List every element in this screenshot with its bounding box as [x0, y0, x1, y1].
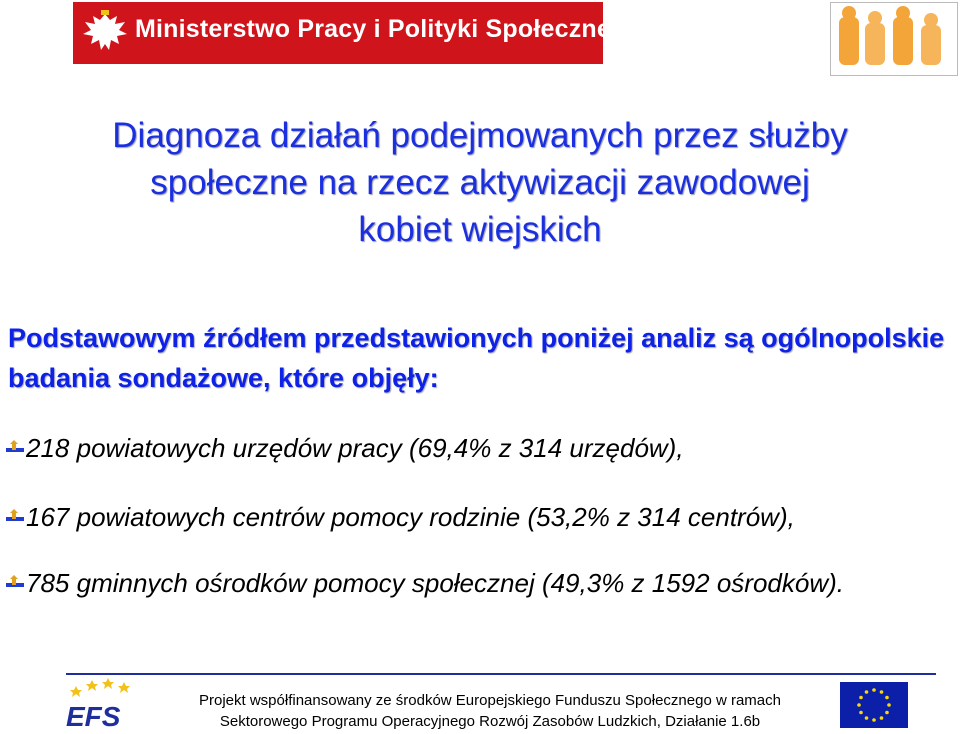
list-item	[6, 501, 946, 534]
eu-star	[885, 711, 889, 715]
page-title	[0, 112, 960, 253]
title-line-1: Diagnoza działań podejmowanych przez służby	[112, 116, 848, 155]
list-item	[6, 432, 946, 465]
title-line-2: społeczne na rzecz aktywizacji zawodowej	[150, 163, 810, 202]
footer-text	[160, 690, 820, 732]
eu-star	[880, 690, 884, 694]
title-line-3: kobiet wiejskich	[358, 210, 602, 249]
bullet-text-3: 785 gminnych ośrodków pomocy społecznej (49,3% z 1592 ośrodków).	[26, 568, 844, 598]
eu-star	[865, 690, 869, 694]
eu-star	[872, 688, 876, 692]
eu-star	[887, 703, 891, 707]
efs-logo-text: EFS	[66, 701, 121, 732]
eu-star	[859, 711, 863, 715]
ministry-name: Ministerstwo Pracy i Polityki Społecznej	[135, 15, 619, 43]
intro-paragraph: Podstawowym źródłem przedstawionych poniżej analiz są ogólnopolskie badania sondażowe, które objęły:	[8, 323, 945, 393]
footer-divider	[66, 673, 936, 675]
bullet-icon	[6, 509, 26, 523]
eu-flag-icon	[840, 682, 908, 728]
bullet-icon	[6, 440, 26, 454]
footer-line-1: Projekt współfinansowany ze środków Europejskiego Funduszu Społecznego w ramach	[199, 692, 781, 709]
polish-eagle-icon	[81, 8, 129, 58]
eu-star	[880, 716, 884, 720]
eu-star	[857, 703, 861, 707]
list-item	[6, 567, 946, 600]
eu-star	[859, 696, 863, 700]
ministry-banner	[73, 2, 619, 64]
bullet-icon	[6, 575, 26, 589]
eu-star	[865, 716, 869, 720]
pps-logo	[830, 2, 958, 76]
efs-logo	[62, 676, 152, 732]
eu-star	[885, 696, 889, 700]
bullet-text-2: 167 powiatowych centrów pomocy rodzinie (53,2% z 314 centrów),	[26, 502, 795, 532]
footer-line-2: Sektorowego Programu Operacyjnego Rozwój Zasobów Ludzkich, Działanie 1.6b	[219, 713, 761, 730]
eu-star	[872, 718, 876, 722]
bullet-text-1: 218 powiatowych urzędów pracy (69,4% z 314 urzędów),	[26, 433, 684, 463]
